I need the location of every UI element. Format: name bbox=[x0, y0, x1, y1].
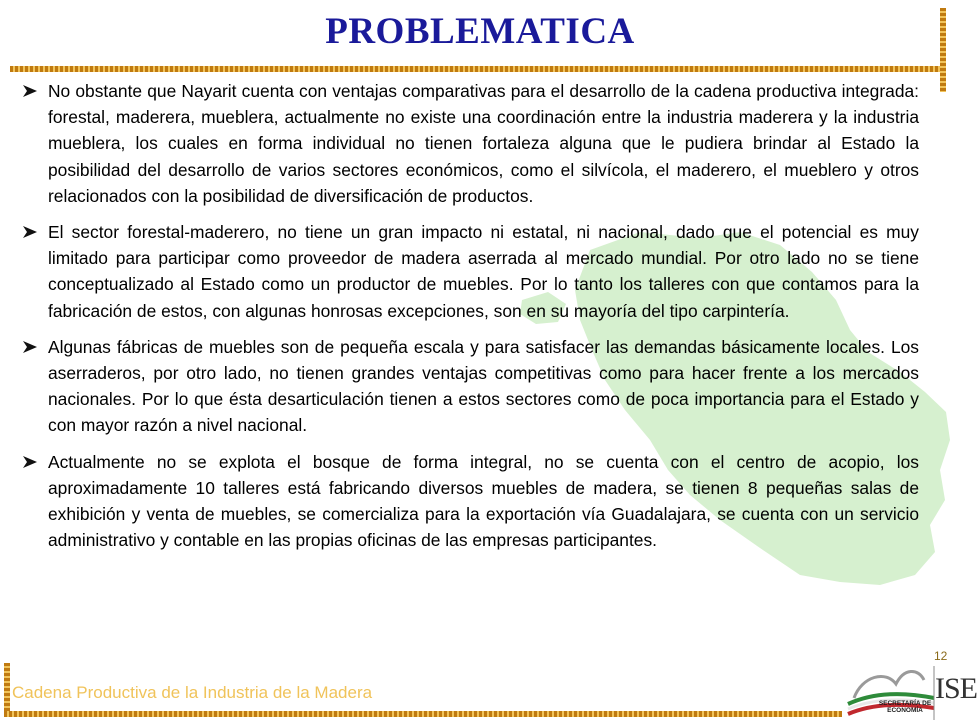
bullet-text: No obstante que Nayarit cuenta con ventajas comparativas para el desarrollo de la cadena productiva integrada: forestal, maderera, mueblera, actualmente no existe una coordinación entre la industria maderera y la industria mueblera, los cuales en forma individual no tienen fortaleza alguna que le pudiera brindar al Estado la posibilidad del desarrollo de varios sectores económicos, como el silvícola, el maderero, el mueblero y otros relacionados con la posibilidad de diversificación de productos. bbox=[48, 81, 919, 206]
arrow-bullet-icon bbox=[22, 454, 38, 470]
bullet-item bbox=[22, 78, 919, 209]
page-title: PROBLEMATICA bbox=[325, 11, 635, 52]
logo-caption-line1: SECRETARÍA DE bbox=[878, 700, 932, 707]
bottom-rule bbox=[4, 711, 842, 717]
page-number: 12 bbox=[934, 649, 948, 663]
bullet-item bbox=[22, 334, 919, 439]
bullet-item bbox=[22, 219, 919, 324]
bottom-left-rule bbox=[4, 663, 10, 715]
bullet-text: Algunas fábricas de muebles son de pequeña escala y para satisfacer las demandas básicamente locales. Los aserraderos, por otro lado, no tienen grandes ventajas competitivas como para hacer frente a los mercados nacionales. Por lo que ésta desarticulación tienen a estos sectores como de poca importancia para el Estado y con mayor razón a nivel nacional. bbox=[48, 336, 919, 436]
logo-mark: ISE bbox=[935, 672, 977, 705]
logo-caption bbox=[876, 700, 934, 714]
arrow-bullet-icon bbox=[22, 83, 38, 99]
top-rule bbox=[10, 66, 940, 72]
arrow-bullet-icon bbox=[22, 224, 38, 240]
bullet-item bbox=[22, 449, 919, 554]
footer-text: Cadena Productiva de la Industria de la Madera bbox=[12, 683, 373, 702]
logo-caption-line2: ECONOMÍA bbox=[887, 707, 923, 714]
arrow-bullet-icon bbox=[22, 339, 38, 355]
bullet-text: El sector forestal-maderero, no tiene un gran impacto ni estatal, ni nacional, dado que el potencial es muy limitado para participar como proveedor de madera aserrada al mercado mundial. Por otro lado no se tiene conceptualizado al Estado como un productor de muebles. Por lo tanto los talleres con que contamos para la fabricación de estos, con algunas honrosas excepciones, son en su mayoría del tipo carpintería. bbox=[48, 222, 919, 321]
bullet-text: Actualmente no se explota el bosque de forma integral, no se cuenta con el centro de acopio, los aproximadamente 10 talleres está fabricando diversos muebles de madera, se tienen 8 pequeñas salas de exhibición y venta de muebles, se comercializa para la exportación vía Guadalajara, se cuenta con un servicio administrativo y contable en las propias oficinas de las empresas participantes. bbox=[48, 451, 919, 551]
bullet-list bbox=[22, 78, 919, 563]
top-right-rule bbox=[940, 8, 946, 92]
